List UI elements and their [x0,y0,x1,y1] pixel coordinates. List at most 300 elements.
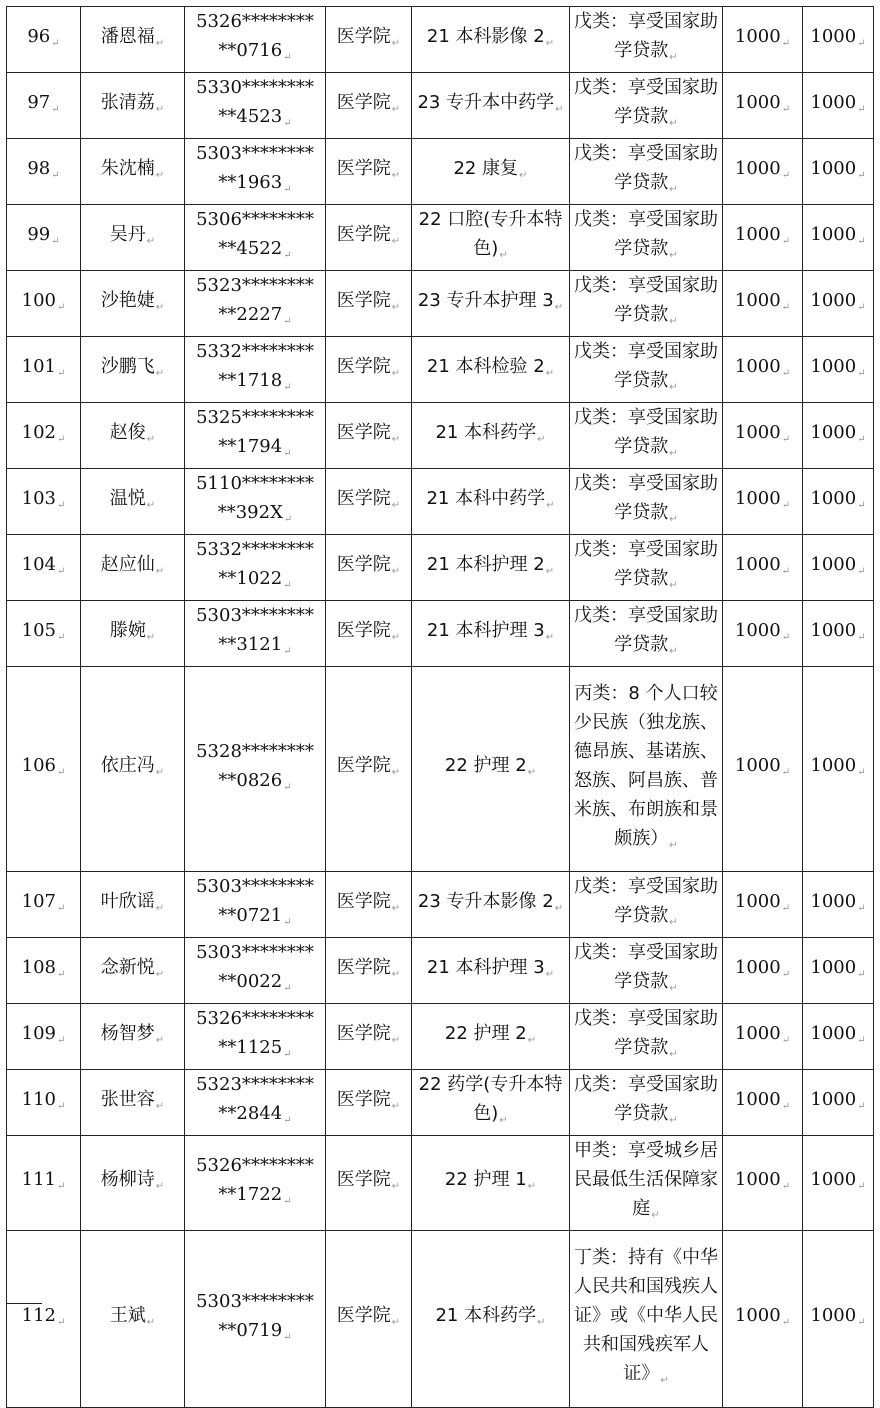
id-number-prefix: 5303******** [196,143,314,164]
aid-amount-total: 1000 [810,956,857,978]
paragraph-mark: ↵ [155,169,165,181]
paragraph-mark: ↵ [391,1034,401,1046]
college: 医学院 [336,1305,391,1326]
paragraph-mark: ↵ [155,902,165,914]
aid-amount: 1000 [734,619,781,641]
aid-amount: 1000 [734,289,781,311]
paragraph-mark: ↵ [545,565,555,577]
paragraph-mark: ↵ [391,767,401,778]
id-number-prefix: 5328******** [196,740,314,762]
row-number: 100 [21,289,56,311]
table-row [7,271,874,337]
paragraph-mark: ↵ [781,301,791,313]
paragraph-mark: ↵ [499,250,508,261]
paragraph-mark: ↵ [669,52,678,63]
paragraph-mark: ↵ [781,767,791,778]
class-name: 23 专升本影像 2 [417,890,554,912]
class-name-cell [412,271,570,337]
aid-amount: 1000 [734,1088,781,1110]
row-number: 97 [27,91,51,113]
id-number-suffix: **3121 [218,634,283,655]
row-number-cell [7,7,81,73]
college-cell [326,1231,412,1408]
class-name-cell [412,7,570,73]
paragraph-mark: ↵ [51,103,60,115]
id-number-prefix: 5332******** [196,539,314,560]
paragraph-mark: ↵ [283,917,292,928]
id-number-suffix: **0719 [218,1319,283,1341]
row-number-cell [7,872,81,938]
id-number-suffix: **1022 [218,568,283,589]
paragraph-mark: ↵ [781,103,791,115]
college-cell [326,872,412,938]
college: 医学院 [336,619,391,641]
id-number-prefix: 5303******** [196,1290,314,1312]
aid-category-cell [570,205,723,271]
college: 医学院 [336,1169,391,1190]
student-name: 温悦 [109,487,146,509]
college: 医学院 [336,890,391,912]
paragraph-mark: ↵ [857,169,866,181]
paragraph-mark: ↵ [56,1100,66,1112]
paragraph-mark: ↵ [527,1181,537,1192]
table-row [7,938,874,1004]
paragraph-mark: ↵ [283,184,292,195]
table-row [7,205,874,271]
class-name-cell [412,1004,570,1070]
paragraph-mark: ↵ [781,631,791,643]
aid-amount-cell [723,535,803,601]
aid-amount-total: 1000 [810,619,857,641]
aid-amount-cell [723,872,803,938]
row-number: 98 [27,157,51,179]
paragraph-mark: ↵ [669,839,678,851]
class-name-cell [412,601,570,667]
student-name-cell [81,139,185,205]
paragraph-mark: ↵ [857,103,866,115]
student-name-cell [81,1136,185,1231]
row-number: 101 [21,355,56,377]
class-name: 21 本科护理 2 [426,553,545,575]
table-row [7,535,874,601]
id-number-prefix: 5326******** [196,1154,314,1176]
paragraph-mark: ↵ [669,983,678,994]
college-cell [326,1004,412,1070]
aid-amount-cell [723,271,803,337]
paragraph-mark: ↵ [391,631,401,643]
paragraph-mark: ↵ [669,646,678,657]
paragraph-mark: ↵ [545,631,555,643]
class-name-cell [412,337,570,403]
row-number-cell [7,271,81,337]
id-number-suffix: **0716 [218,40,283,61]
id-number-suffix: **0022 [218,971,283,992]
aid-amount-total-cell [803,1136,874,1231]
paragraph-mark: ↵ [283,580,292,591]
class-name-cell [412,872,570,938]
aid-amount-total-cell [803,1231,874,1408]
aid-amount-total: 1000 [810,1022,857,1044]
paragraph-mark: ↵ [391,169,401,181]
id-number-cell [185,337,326,403]
aid-amount-total: 1000 [810,223,857,245]
aid-category: 戊类：享受国家助学贷款 [574,11,718,61]
class-name-cell [412,205,570,271]
aid-category: 戊类：享受国家助学贷款 [574,275,718,325]
student-name-cell [81,1070,185,1136]
aid-amount-total: 1000 [810,91,857,113]
aid-category-cell [570,938,723,1004]
aid-amount-total-cell [803,337,874,403]
aid-amount-total-cell [803,1004,874,1070]
paragraph-mark: ↵ [781,565,791,577]
aid-amount-cell [723,469,803,535]
aid-category: 戊类：享受国家助学贷款 [574,1074,718,1124]
paragraph-mark: ↵ [781,968,791,980]
aid-amount-cell [723,1070,803,1136]
paragraph-mark: ↵ [669,1115,678,1126]
aid-amount-total: 1000 [810,1088,857,1110]
paragraph-mark: ↵ [669,580,678,591]
paragraph-mark: ↵ [781,499,791,511]
college-cell [326,73,412,139]
row-number-cell [7,1070,81,1136]
paragraph-mark: ↵ [56,433,66,445]
college: 医学院 [336,25,391,47]
aid-amount-total-cell [803,535,874,601]
class-name-cell [412,403,570,469]
paragraph-mark: ↵ [546,499,555,511]
paragraph-mark: ↵ [155,565,165,577]
paragraph-mark: ↵ [155,1100,165,1112]
id-number-suffix: **4522 [218,238,283,259]
class-name: 22 康复 [453,157,519,179]
row-number-cell [7,73,81,139]
row-number: 109 [21,1022,56,1044]
id-number-cell [185,1136,326,1231]
class-name: 21 本科影像 2 [426,25,545,47]
paragraph-mark: ↵ [527,1034,537,1046]
table-row [7,667,874,872]
college-cell [326,205,412,271]
row-number: 102 [21,421,56,443]
id-number-suffix: **1963 [218,172,283,193]
row-number: 96 [27,25,51,47]
college: 医学院 [336,289,391,311]
aid-amount: 1000 [734,487,781,509]
college: 医学院 [336,355,391,377]
paragraph-mark: ↵ [146,499,156,511]
aid-category-cell [570,337,723,403]
aid-amount-total-cell [803,667,874,872]
id-number-cell [185,1231,326,1408]
id-number-cell [185,667,326,872]
class-name: 22 护理 2 [444,755,527,776]
paragraph-mark: ↵ [283,1195,292,1207]
id-number-prefix: 5303******** [196,876,314,897]
paragraph-mark: ↵ [669,118,678,129]
paragraph-mark: ↵ [669,250,678,261]
paragraph-mark: ↵ [857,37,866,49]
class-name: 22 护理 2 [444,1022,527,1044]
paragraph-mark: ↵ [391,499,401,511]
paragraph-mark: ↵ [669,514,678,525]
aid-category-cell [570,403,723,469]
aid-category-cell [570,469,723,535]
aid-category-cell [570,73,723,139]
paragraph-mark: ↵ [155,103,165,115]
aid-amount-total-cell [803,872,874,938]
college-cell [326,403,412,469]
paragraph-mark: ↵ [669,316,678,327]
paragraph-mark: ↵ [391,37,401,49]
aid-amount-total-cell [803,139,874,205]
paragraph-mark: ↵ [391,1181,401,1192]
table-row [7,872,874,938]
aid-amount-total-cell [803,469,874,535]
student-name-cell [81,1004,185,1070]
paragraph-mark: ↵ [56,968,66,980]
row-number: 112 [21,1305,56,1326]
id-number-suffix: **392X [217,502,283,523]
aid-category-cell [570,535,723,601]
paragraph-mark: ↵ [56,1034,66,1046]
student-name-cell [81,872,185,938]
paragraph-mark: ↵ [651,1210,660,1221]
aid-amount-total: 1000 [810,1305,857,1326]
paragraph-mark: ↵ [283,250,292,261]
aid-amount: 1000 [734,890,781,912]
college: 医学院 [336,1088,391,1110]
paragraph-mark: ↵ [155,1181,165,1192]
table-row [7,1004,874,1070]
paragraph-mark: ↵ [391,235,401,247]
aid-amount-total: 1000 [810,421,857,443]
student-name-cell [81,667,185,872]
aid-category-cell [570,7,723,73]
college-cell [326,1070,412,1136]
paragraph-mark: ↵ [283,52,292,63]
aid-category: 戊类：享受国家助学贷款 [574,407,718,457]
row-number: 108 [21,956,56,978]
student-name: 依庄冯 [100,755,155,776]
paragraph-mark: ↵ [781,1100,791,1112]
paragraph-mark: ↵ [56,1181,66,1192]
aid-category-cell [570,872,723,938]
aid-category-cell [570,601,723,667]
student-name: 杨智梦 [100,1022,155,1044]
aid-amount-total: 1000 [810,487,857,509]
paragraph-mark: ↵ [155,37,165,49]
aid-amount: 1000 [734,1169,781,1190]
aid-amount: 1000 [734,91,781,113]
paragraph-mark: ↵ [660,1375,669,1386]
aid-amount-total: 1000 [810,289,857,311]
aid-amount-cell [723,73,803,139]
class-name-cell [412,535,570,601]
table-body [7,7,874,1408]
id-number-suffix: **1125 [218,1037,283,1058]
college-cell [326,1136,412,1231]
college: 医学院 [336,157,391,179]
class-name: 21 本科护理 3 [426,956,545,978]
paragraph-mark: ↵ [781,1317,791,1328]
paragraph-mark: ↵ [391,433,401,445]
class-name: 21 本科护理 3 [426,619,545,641]
table-row [7,73,874,139]
id-number-cell [185,601,326,667]
paragraph-mark: ↵ [545,968,555,980]
id-number-cell [185,469,326,535]
aid-amount-total: 1000 [810,1169,857,1190]
college-cell [326,271,412,337]
class-name: 21 本科检验 2 [426,355,545,377]
row-number: 106 [21,755,56,776]
paragraph-mark: ↵ [555,103,564,115]
aid-amount-cell [723,601,803,667]
paragraph-mark: ↵ [283,781,292,793]
class-name-cell [412,1136,570,1231]
aid-category-cell [570,271,723,337]
paragraph-mark: ↵ [781,433,791,445]
student-name: 沙艳婕 [100,289,155,311]
id-number-suffix: **1718 [218,370,283,391]
row-number-cell [7,601,81,667]
aid-amount: 1000 [734,223,781,245]
id-number-suffix: **0826 [218,769,283,791]
paragraph-mark: ↵ [56,301,66,313]
aid-category-cell [570,1231,723,1408]
paragraph-mark: ↵ [857,301,866,313]
class-name: 21 本科药学 [435,421,537,443]
paragraph-mark: ↵ [781,367,791,379]
aid-amount-total: 1000 [810,355,857,377]
student-name-cell [81,469,185,535]
paragraph-mark: ↵ [781,1181,791,1192]
table-row [7,1136,874,1231]
college: 医学院 [336,755,391,776]
paragraph-mark: ↵ [857,499,866,511]
row-number-cell [7,1136,81,1231]
row-number: 110 [21,1088,56,1110]
paragraph-mark: ↵ [283,382,292,393]
student-name: 吴丹 [109,223,146,245]
table-row [7,7,874,73]
id-number-prefix: 5326******** [196,11,314,32]
aid-amount-total-cell [803,271,874,337]
paragraph-mark: ↵ [857,902,866,914]
id-number-prefix: 5323******** [196,275,314,296]
paragraph-mark: ↵ [391,1100,401,1112]
aid-amount-total: 1000 [810,890,857,912]
paragraph-mark: ↵ [857,367,866,379]
aid-category-cell [570,1070,723,1136]
id-number-prefix: 5303******** [196,942,314,963]
row-number: 111 [21,1169,56,1190]
row-number-cell [7,205,81,271]
row-number: 105 [21,619,56,641]
id-number-cell [185,1004,326,1070]
student-name-cell [81,1231,185,1408]
aid-amount-cell [723,938,803,1004]
id-number-cell [185,139,326,205]
paragraph-mark: ↵ [669,1049,678,1060]
table-row [7,469,874,535]
paragraph-mark: ↵ [527,767,537,778]
college: 医学院 [336,1022,391,1044]
student-name: 杨柳诗 [100,1169,155,1190]
table-row [7,1070,874,1136]
aid-category: 甲类：享受城乡居民最低生活保障家庭 [574,1140,718,1219]
id-number-cell [185,205,326,271]
class-name-cell [412,73,570,139]
paragraph-mark: ↵ [499,1115,508,1126]
paragraph-mark: ↵ [391,902,401,914]
aid-category: 戊类：享受国家助学贷款 [574,942,718,992]
student-name-cell [81,337,185,403]
table-row [7,337,874,403]
college-cell [326,938,412,1004]
paragraph-mark: ↵ [857,433,866,445]
aid-category: 戊类：享受国家助学贷款 [574,876,718,926]
aid-amount-total-cell [803,205,874,271]
aid-amount-cell [723,403,803,469]
paragraph-mark: ↵ [391,565,401,577]
paragraph-mark: ↵ [781,235,791,247]
row-number-cell [7,667,81,872]
paragraph-mark: ↵ [391,367,401,379]
class-name: 21 本科中药学 [426,487,546,509]
class-name-cell [412,667,570,872]
paragraph-mark: ↵ [56,767,66,778]
aid-amount-cell [723,1231,803,1408]
aid-amount: 1000 [734,355,781,377]
paragraph-mark: ↵ [51,235,60,247]
paragraph-mark: ↵ [857,1034,866,1046]
class-name-cell [412,1070,570,1136]
class-name-cell [412,1231,570,1408]
id-number-cell [185,1070,326,1136]
table-row [7,1231,874,1408]
college: 医学院 [336,223,391,245]
aid-category-cell [570,1136,723,1231]
paragraph-mark: ↵ [283,514,293,525]
paragraph-mark: ↵ [51,169,60,181]
paragraph-mark: ↵ [537,433,546,445]
paragraph-mark: ↵ [857,565,866,577]
paragraph-mark: ↵ [283,316,292,327]
id-number-cell [185,403,326,469]
class-name-cell [412,139,570,205]
paragraph-mark: ↵ [56,367,66,379]
aid-category: 丙类：8 个人口较少民族（独龙族、德昂族、基诺族、怒族、阿昌族、普米族、布朗族和景颇族） [574,682,718,849]
student-name: 沙鹏飞 [100,355,155,377]
id-number-prefix: 5323******** [196,1074,314,1095]
student-name-cell [81,938,185,1004]
student-name-cell [81,601,185,667]
college: 医学院 [336,421,391,443]
student-name: 叶欣谣 [100,890,155,912]
id-number-prefix: 5306******** [196,209,314,230]
aid-category: 戊类：享受国家助学贷款 [574,473,718,523]
paragraph-mark: ↵ [554,902,564,914]
class-name: 23 专升本中药学 [417,91,555,113]
aid-category-cell [570,667,723,872]
paragraph-mark: ↵ [51,37,60,49]
class-name-cell [412,938,570,1004]
row-number: 107 [21,890,56,912]
paragraph-mark: ↵ [283,1331,292,1343]
